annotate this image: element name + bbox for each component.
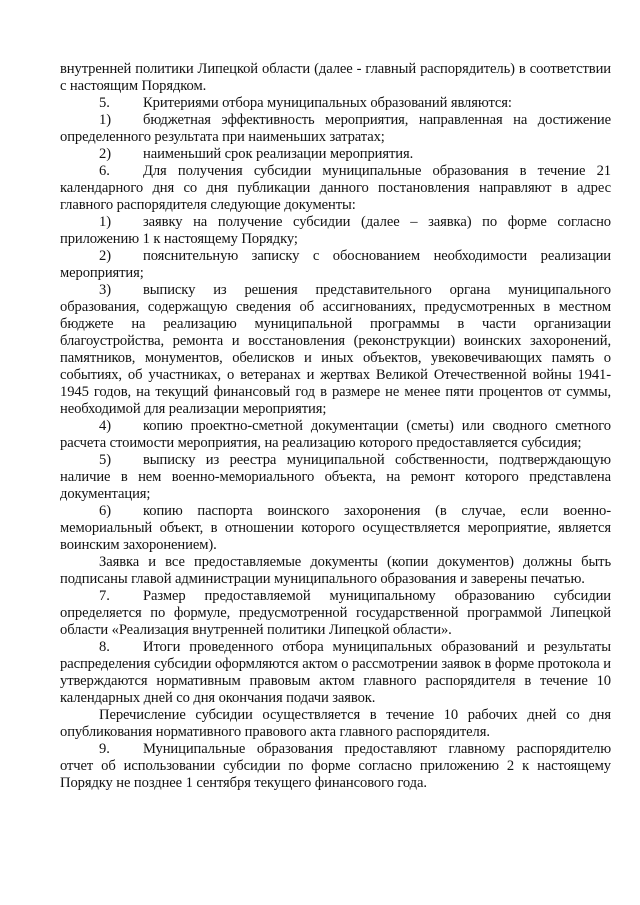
paragraph-text: заявку на получение субсидии (далее – заявка) по форме согласно приложению 1 к настоящему Порядку; — [60, 214, 611, 247]
paragraph-text: Муниципальные образования предоставляют главному распорядителю отчет об использовании субсидии по форме согласно приложению 2 к настоящему Порядку не позднее 1 сентября текущего финансового года. — [60, 741, 611, 791]
paragraph-text: наименьший срок реализации мероприятия. — [143, 146, 414, 162]
paragraph-text: бюджетная эффективность мероприятия, направленная на достижение определенного результата при наименьших затратах; — [60, 112, 611, 145]
paragraph-item-7 — [60, 588, 611, 639]
paragraph-text: внутренней политики Липецкой области (далее - главный распорядитель) в соответствии с настоящим Порядком. — [60, 61, 611, 94]
paragraph-number: 9. — [99, 741, 110, 757]
paragraph-number: 8. — [99, 639, 110, 655]
paragraph-text: Перечисление субсидии осуществляется в течение 10 рабочих дней со дня опубликования нормативного правового акта главного распорядителя. — [60, 707, 611, 740]
subitem-6-1 — [60, 214, 611, 248]
subitem-6-2 — [60, 248, 611, 282]
document-page — [60, 61, 611, 792]
paragraph-number: 3) — [99, 282, 111, 298]
paragraph-number: 2) — [99, 248, 111, 264]
paragraph-number: 2) — [99, 146, 111, 162]
paragraph-number: 5) — [99, 452, 111, 468]
subitem-6-3 — [60, 282, 611, 418]
paragraph-text: Заявка и все предоставляемые документы (копии документов) должны быть подписаны главой администрации муниципального образования и заверены печатью. — [60, 554, 611, 587]
paragraph-number: 1) — [99, 112, 111, 128]
paragraph-item-9 — [60, 741, 611, 792]
subitem-6-6 — [60, 503, 611, 554]
paragraph-number: 6) — [99, 503, 111, 519]
paragraph-number: 6. — [99, 163, 110, 179]
subitem-6-4 — [60, 418, 611, 452]
paragraph-text: выписку из реестра муниципальной собственности, подтверждающую наличие в нем военно-мемориального объекта, на ремонт которого представлена документация; — [60, 452, 611, 502]
paragraph-number: 7. — [99, 588, 110, 604]
paragraph-number: 1) — [99, 214, 111, 230]
subitem-6-5 — [60, 452, 611, 503]
paragraph-continuation — [60, 61, 611, 95]
subitem-5-1 — [60, 112, 611, 146]
paragraph-item-6 — [60, 163, 611, 214]
paragraph-text: Критериями отбора муниципальных образований являются: — [143, 95, 512, 111]
paragraph-transfer — [60, 707, 611, 741]
paragraph-item-5 — [60, 95, 611, 112]
paragraph-text: пояснительную записку с обоснованием необходимости реализации мероприятия; — [60, 248, 611, 281]
paragraph-item-8 — [60, 639, 611, 707]
paragraph-text: выписку из решения представительного органа муниципального образования, содержащую сведения об ассигнованиях, предусмотренных в местном бюджете на реализацию муниципальной программы в части организации благоустройства, ремонта и восстановления (реконструкции) воинских захоронений, памятников, монументов, обелисков и иных объектов, увековечивающих память о событиях, об участниках, о ветеранах и жертвах Великой Отечественной войны 1941-1945 годов, на текущий финансовый год в размере не менее пяти процентов от суммы, необходимой для реализации мероприятия; — [60, 282, 611, 417]
paragraph-text: Размер предоставляемой муниципальному образованию субсидии определяется по формуле, предусмотренной государственной программой Липецкой области «Реализация внутренней политики Липецкой области». — [60, 588, 611, 638]
paragraph-text: копию паспорта воинского захоронения (в случае, если военно-мемориальный объект, в отношении которого осуществляется мероприятие, является воинским захоронением). — [60, 503, 611, 553]
paragraph-number: 4) — [99, 418, 111, 434]
subitem-5-2 — [60, 146, 611, 163]
paragraph-text: Итоги проведенного отбора муниципальных образований и результаты распределения субсидии оформляются актом о рассмотрении заявок в форме протокола и утверждаются нормативным правовым актом главного распорядителя в течение 10 календарных дней со дня окончания подачи заявок. — [60, 639, 611, 706]
paragraph-text: Для получения субсидии муниципальные образования в течение 21 календарного дня со дня публикации данного постановления направляют в адрес главного распорядителя следующие документы: — [60, 163, 611, 213]
paragraph-signature-requirement — [60, 554, 611, 588]
paragraph-text: копию проектно-сметной документации (сметы) или сводного сметного расчета стоимости мероприятия, на реализацию которого предоставляется субсидия; — [60, 418, 611, 451]
paragraph-number: 5. — [99, 95, 110, 111]
